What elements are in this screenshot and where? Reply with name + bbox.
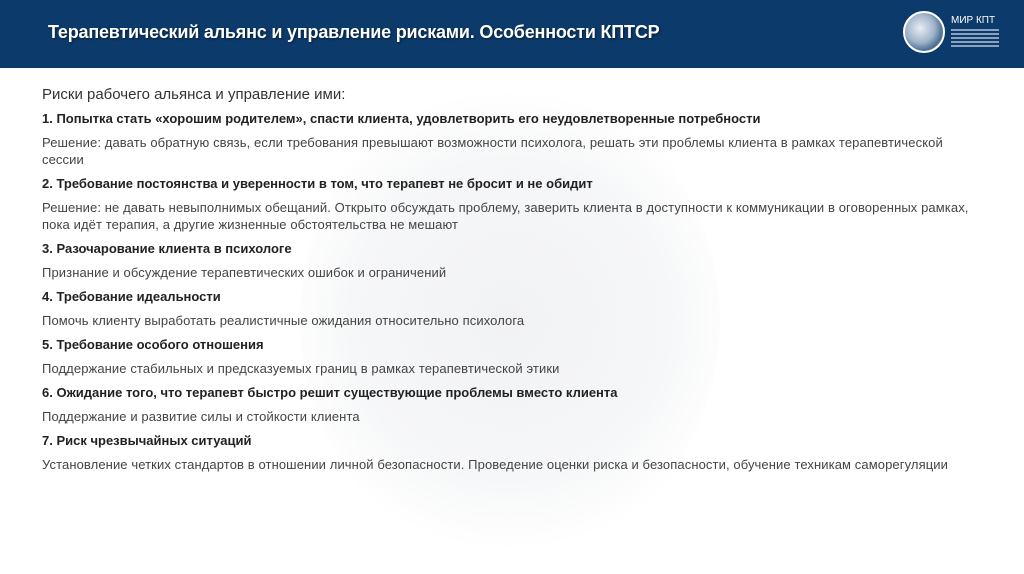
header-bar	[0, 0, 1024, 68]
risk-solution: Решение: не давать невыполнимых обещаний. Открыто обсуждать проблему, заверить клиента в доступности к коммуникации в оговоренных рамках, пока идёт терапия, а другие жизненные обстоятельства не мешают	[42, 200, 969, 232]
risk-solution: Помочь клиенту выработать реалистичные ожидания относительно психолога	[42, 313, 525, 328]
risk-solution: Признание и обсуждение терапевтических ошибок и ограничений	[42, 265, 447, 280]
risk-solution: Установление четких стандартов в отношении личной безопасности. Проведение оценки риска и безопасности, обучение техникам саморегуляции	[42, 457, 948, 472]
risk-title: 1. Попытка стать «хорошим родителем», спасти клиента, удовлетворить его неудовлетворенные потребности	[42, 111, 761, 126]
slide-title: Терапевтический альянс и управление рисками. Особенности КПТСР	[48, 22, 660, 42]
logo	[903, 11, 999, 53]
logo-subtitle	[951, 29, 999, 47]
logo-text: МИР КПТ	[951, 14, 996, 26]
risk-title: 4. Требование идеальности	[42, 289, 221, 304]
risk-solution: Решение: давать обратную связь, если требования превышают возможности психолога, решать эти проблемы клиента в рамках терапевтической сессии	[42, 135, 943, 167]
risk-title: 5. Требование особого отношения	[42, 337, 264, 352]
logo-emblem-icon	[903, 11, 945, 53]
risk-solution: Поддержание и развитие силы и стойкости клиента	[42, 409, 360, 424]
slide-content	[42, 86, 982, 481]
risk-solution: Поддержание стабильных и предсказуемых границ в рамках терапевтической этики	[42, 361, 560, 376]
risk-title: 2. Требование постоянства и уверенности в том, что терапевт не бросит и не обидит	[42, 176, 593, 191]
risk-title: 7. Риск чрезвычайных ситуаций	[42, 433, 252, 448]
content-heading: Риски рабочего альянса и управление ими:	[42, 86, 346, 103]
risk-title: 6. Ожидание того, что терапевт быстро решит существующие проблемы вместо клиента	[42, 385, 618, 400]
risk-title: 3. Разочарование клиента в психологе	[42, 241, 292, 256]
